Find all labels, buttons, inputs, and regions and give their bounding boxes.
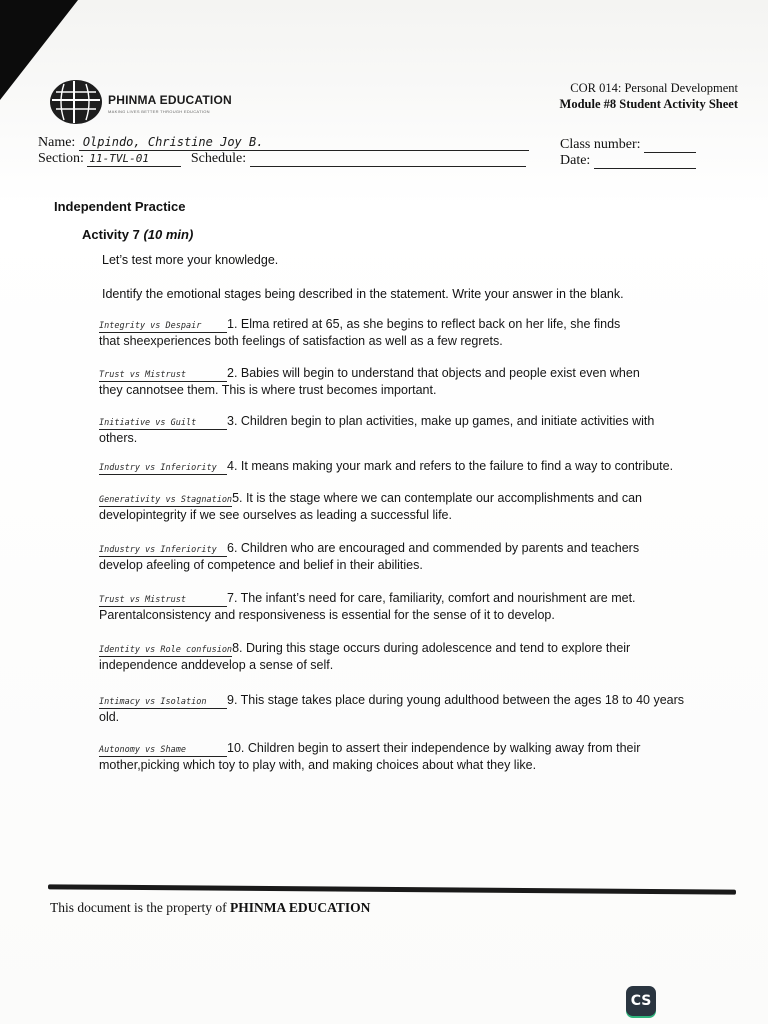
question-text-cont: develop afeeling of competence and belief in their abilities. bbox=[99, 558, 423, 572]
activity-title bbox=[82, 227, 193, 242]
activity-name: Activity 7 bbox=[82, 227, 140, 242]
question-item bbox=[99, 365, 739, 399]
question-text-cont: that sheexperiences both feelings of satisfaction as well as a few regrets. bbox=[99, 334, 503, 348]
answer-blank[interactable]: Generativity vs Stagnation bbox=[99, 495, 233, 505]
brand-tagline: MAKING LIVES BETTER THROUGH EDUCATION bbox=[108, 109, 210, 114]
footer-brand: PHINMA EDUCATION bbox=[229, 900, 371, 915]
instruction-line: Identify the emotional stages being described in the statement. Write your answer in the blank. bbox=[102, 287, 624, 301]
question-text-cont: developintegrity if we see ourselves as leading a successful life. bbox=[99, 508, 452, 522]
question-text: 4. It means making your mark and refers to the failure to find a way to contribute. bbox=[227, 459, 674, 473]
name-value: Olpindo, Christine Joy B. bbox=[82, 135, 264, 149]
question-item bbox=[99, 490, 739, 524]
activity-time: (10 min) bbox=[143, 227, 194, 242]
answer-blank[interactable]: Intimacy vs Isolation bbox=[99, 696, 227, 709]
intro-line: Let’s test more your knowledge. bbox=[102, 253, 279, 267]
question-text: 5. It is the stage where we can contemplate our accomplishments and can bbox=[232, 491, 643, 505]
section-field[interactable] bbox=[87, 153, 181, 167]
question-item bbox=[99, 640, 739, 674]
question-text-cont: Parentalconsistency and responsiveness is essential for the sense of it to develop. bbox=[99, 608, 555, 622]
question-item bbox=[99, 540, 739, 574]
name-label: Name: bbox=[38, 135, 76, 150]
answer-blank[interactable]: Industry vs Inferiority bbox=[99, 462, 227, 475]
course-line: COR 014: Personal Development bbox=[570, 81, 738, 95]
class-number-label: Class number: bbox=[560, 137, 641, 152]
footer-divider bbox=[48, 884, 736, 894]
question-item bbox=[99, 740, 739, 774]
answer-blank[interactable]: Trust vs Mistrust bbox=[99, 594, 227, 607]
section-row bbox=[38, 151, 526, 167]
answer-blank[interactable]: Initiative vs Guilt bbox=[99, 417, 227, 430]
question-item bbox=[99, 458, 739, 475]
question-text: 3. Children begin to plan activities, make up games, and initiate activities with bbox=[227, 414, 655, 428]
class-number-row bbox=[560, 137, 696, 153]
name-field[interactable] bbox=[79, 137, 529, 151]
course-heading bbox=[560, 80, 738, 112]
question-text: 9. This stage takes place during young adulthood between the ages 18 to 40 years bbox=[227, 693, 685, 707]
footer-notice bbox=[50, 900, 370, 916]
section-label: Section: bbox=[38, 151, 84, 166]
section-value: 11-TVL-01 bbox=[89, 152, 149, 165]
answer-blank[interactable]: Trust vs Mistrust bbox=[99, 369, 227, 382]
schedule-label: Schedule: bbox=[190, 151, 247, 166]
date-label: Date: bbox=[560, 153, 591, 168]
question-text: 6. Children who are encouraged and commended by parents and teachers bbox=[227, 541, 640, 555]
question-text: 8. During this stage occurs during adolescence and tend to explore their bbox=[232, 641, 631, 655]
question-text: 7. The infant’s need for care, familiarity, comfort and nourishment are met. bbox=[227, 591, 636, 605]
answer-blank[interactable]: Integrity vs Despair bbox=[99, 320, 227, 333]
date-field[interactable] bbox=[594, 155, 696, 169]
question-text: 1. Elma retired at 65, as she begins to reflect back on her life, she finds bbox=[227, 317, 621, 331]
answer-blank[interactable]: Autonomy vs Shame bbox=[99, 744, 227, 757]
answer-blank[interactable]: Identity vs Role confusion bbox=[99, 645, 233, 655]
date-row bbox=[560, 153, 696, 169]
question-text-cont: they cannotsee them. This is where trust becomes important. bbox=[99, 383, 437, 397]
phinma-logo-icon bbox=[48, 78, 104, 126]
camscanner-icon: CS bbox=[626, 986, 656, 1016]
schedule-field[interactable] bbox=[250, 153, 526, 167]
answer-blank[interactable]: Industry vs Inferiority bbox=[99, 544, 227, 557]
question-item bbox=[99, 316, 739, 350]
question-text: 10. Children begin to assert their independence by walking away from their bbox=[227, 741, 641, 755]
footer-prefix: This document is the property of bbox=[50, 900, 227, 915]
module-line: Module #8 Student Activity Sheet bbox=[559, 97, 738, 111]
question-text-cont: independence anddevelop a sense of self. bbox=[99, 658, 334, 672]
question-item bbox=[99, 692, 739, 726]
brand-name: PHINMA EDUCATION bbox=[108, 93, 232, 107]
question-item bbox=[99, 413, 739, 447]
question-text-cont: old. bbox=[99, 710, 120, 724]
class-number-field[interactable] bbox=[644, 139, 696, 153]
question-text: 2. Babies will begin to understand that objects and people exist even when bbox=[227, 366, 640, 380]
question-text-cont: others. bbox=[99, 431, 138, 445]
question-text-cont: mother,picking which toy to play with, and making choices about what they like. bbox=[99, 758, 537, 772]
name-row bbox=[38, 135, 529, 151]
section-title: Independent Practice bbox=[54, 199, 186, 214]
question-item bbox=[99, 590, 739, 624]
